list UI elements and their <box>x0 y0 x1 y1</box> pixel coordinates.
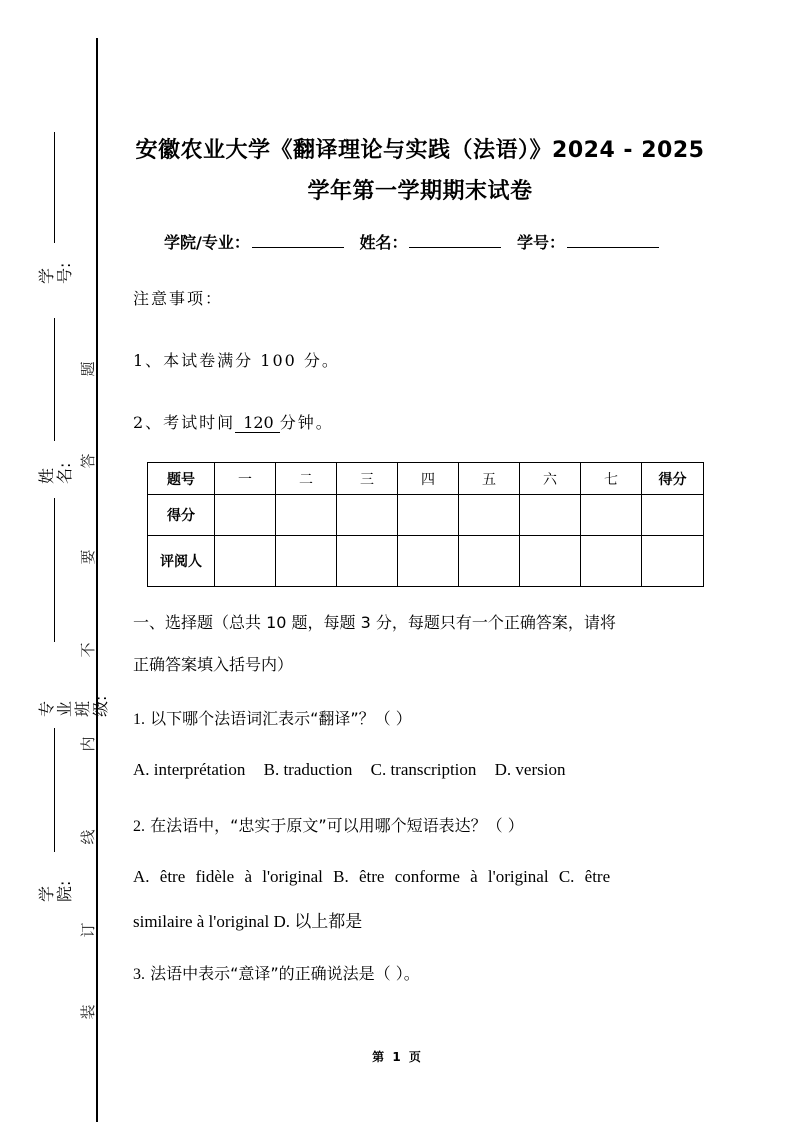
warning-char: 内 <box>79 736 97 752</box>
score-cell[interactable] <box>337 495 398 536</box>
option-a: A. interprétation <box>133 760 246 779</box>
warning-char: 装 <box>79 1004 97 1020</box>
column-header: 得分 <box>642 463 704 495</box>
score-cell[interactable] <box>215 495 276 536</box>
exam-title-line1: 安徽农业大学《翻译理论与实践（法语）》2024 - 2025 <box>135 138 705 163</box>
grader-cell[interactable] <box>276 536 337 587</box>
warning-char: 订 <box>79 922 97 938</box>
section1-heading-line1: 一、选择题（总共 10 题，每题 3 分，每题只有一个正确答案，请将 <box>133 613 616 632</box>
warning-char: 线 <box>79 829 97 845</box>
note-item-2 <box>133 410 334 433</box>
column-header: 五 <box>459 463 520 495</box>
score-table-header-row <box>148 463 704 495</box>
note-item-2-prefix: 2、考试时间 <box>133 413 236 432</box>
college-major-blank[interactable] <box>252 233 344 248</box>
warning-char: 题 <box>79 361 97 377</box>
grader-cell[interactable] <box>459 536 520 587</box>
major-class-fill-line <box>54 498 55 642</box>
grader-cell[interactable] <box>398 536 459 587</box>
score-cell[interactable] <box>398 495 459 536</box>
option-c: C. transcription <box>370 760 477 779</box>
exam-duration-value: 120 <box>235 413 280 433</box>
score-cell[interactable] <box>276 495 337 536</box>
row-label: 得分 <box>148 495 215 536</box>
option-d: D. version <box>494 760 566 779</box>
grader-cell[interactable] <box>520 536 581 587</box>
exam-title-line2: 学年第一学期期末试卷 <box>307 179 533 204</box>
question-text: 法语中表示“意译”的正确说法是（ ）。 <box>150 964 420 983</box>
column-header: 题号 <box>148 463 215 495</box>
name-fill-line <box>54 318 55 441</box>
note-item-1: 1、本试卷满分 100 分。 <box>133 351 340 370</box>
question-text: 在法语中，“忠实于原文”可以用哪个短语表达？（ ） <box>150 816 524 835</box>
binding-margin-line <box>96 38 98 1122</box>
question-number: 2. <box>133 818 145 835</box>
section1-heading-line2: 正确答案填入括号内） <box>133 655 294 674</box>
binding-label-major-class: 专业班级: <box>37 695 110 717</box>
option-b: B. traduction <box>263 760 353 779</box>
question-2 <box>133 813 524 836</box>
warning-char: 答 <box>79 453 97 469</box>
column-header: 二 <box>276 463 337 495</box>
score-cell[interactable] <box>581 495 642 536</box>
student-id-blank[interactable] <box>567 233 659 248</box>
student-id-fill-line <box>54 132 55 243</box>
question-number: 3. <box>133 966 145 983</box>
student-id-label: 学号： <box>517 233 566 252</box>
score-cell[interactable] <box>642 495 704 536</box>
warning-char: 要 <box>79 549 97 565</box>
score-table <box>147 462 704 587</box>
score-cell[interactable] <box>459 495 520 536</box>
column-header: 六 <box>520 463 581 495</box>
name-label: 姓名： <box>359 233 408 252</box>
column-header: 七 <box>581 463 642 495</box>
question-2-options-line2: similaire à l'original D. 以上都是 <box>133 912 363 931</box>
binding-label-college: 学院: <box>37 880 74 902</box>
binding-label-student-id: 学号: <box>37 262 74 284</box>
column-header: 三 <box>337 463 398 495</box>
college-major-label: 学院/专业： <box>164 233 250 252</box>
notes-heading: 注意事项： <box>133 289 224 308</box>
binding-label-name: 姓名: <box>37 462 74 484</box>
grader-cell[interactable] <box>642 536 704 587</box>
warning-char: 不 <box>79 642 97 658</box>
college-fill-line <box>54 728 55 852</box>
question-2-options-line1: A. être fidèle à l'original B. être conforme à l'original C. être <box>133 867 611 886</box>
score-row <box>148 495 704 536</box>
score-cell[interactable] <box>520 495 581 536</box>
grader-cell[interactable] <box>581 536 642 587</box>
name-blank[interactable] <box>409 233 501 248</box>
grader-cell[interactable] <box>337 536 398 587</box>
question-text: 以下哪个法语词汇表示“翻译”？（ ） <box>150 709 412 728</box>
grader-cell[interactable] <box>215 536 276 587</box>
question-number: 1. <box>133 711 145 728</box>
column-header: 一 <box>215 463 276 495</box>
column-header: 四 <box>398 463 459 495</box>
question-3 <box>133 961 420 984</box>
page-number: 第 1 页 <box>372 1050 421 1064</box>
question-1 <box>133 706 412 729</box>
question-1-options <box>133 760 579 780</box>
student-info-row <box>164 230 669 253</box>
row-label: 评阅人 <box>148 536 215 587</box>
grader-row <box>148 536 704 587</box>
note-item-2-suffix: 分钟。 <box>279 413 334 432</box>
